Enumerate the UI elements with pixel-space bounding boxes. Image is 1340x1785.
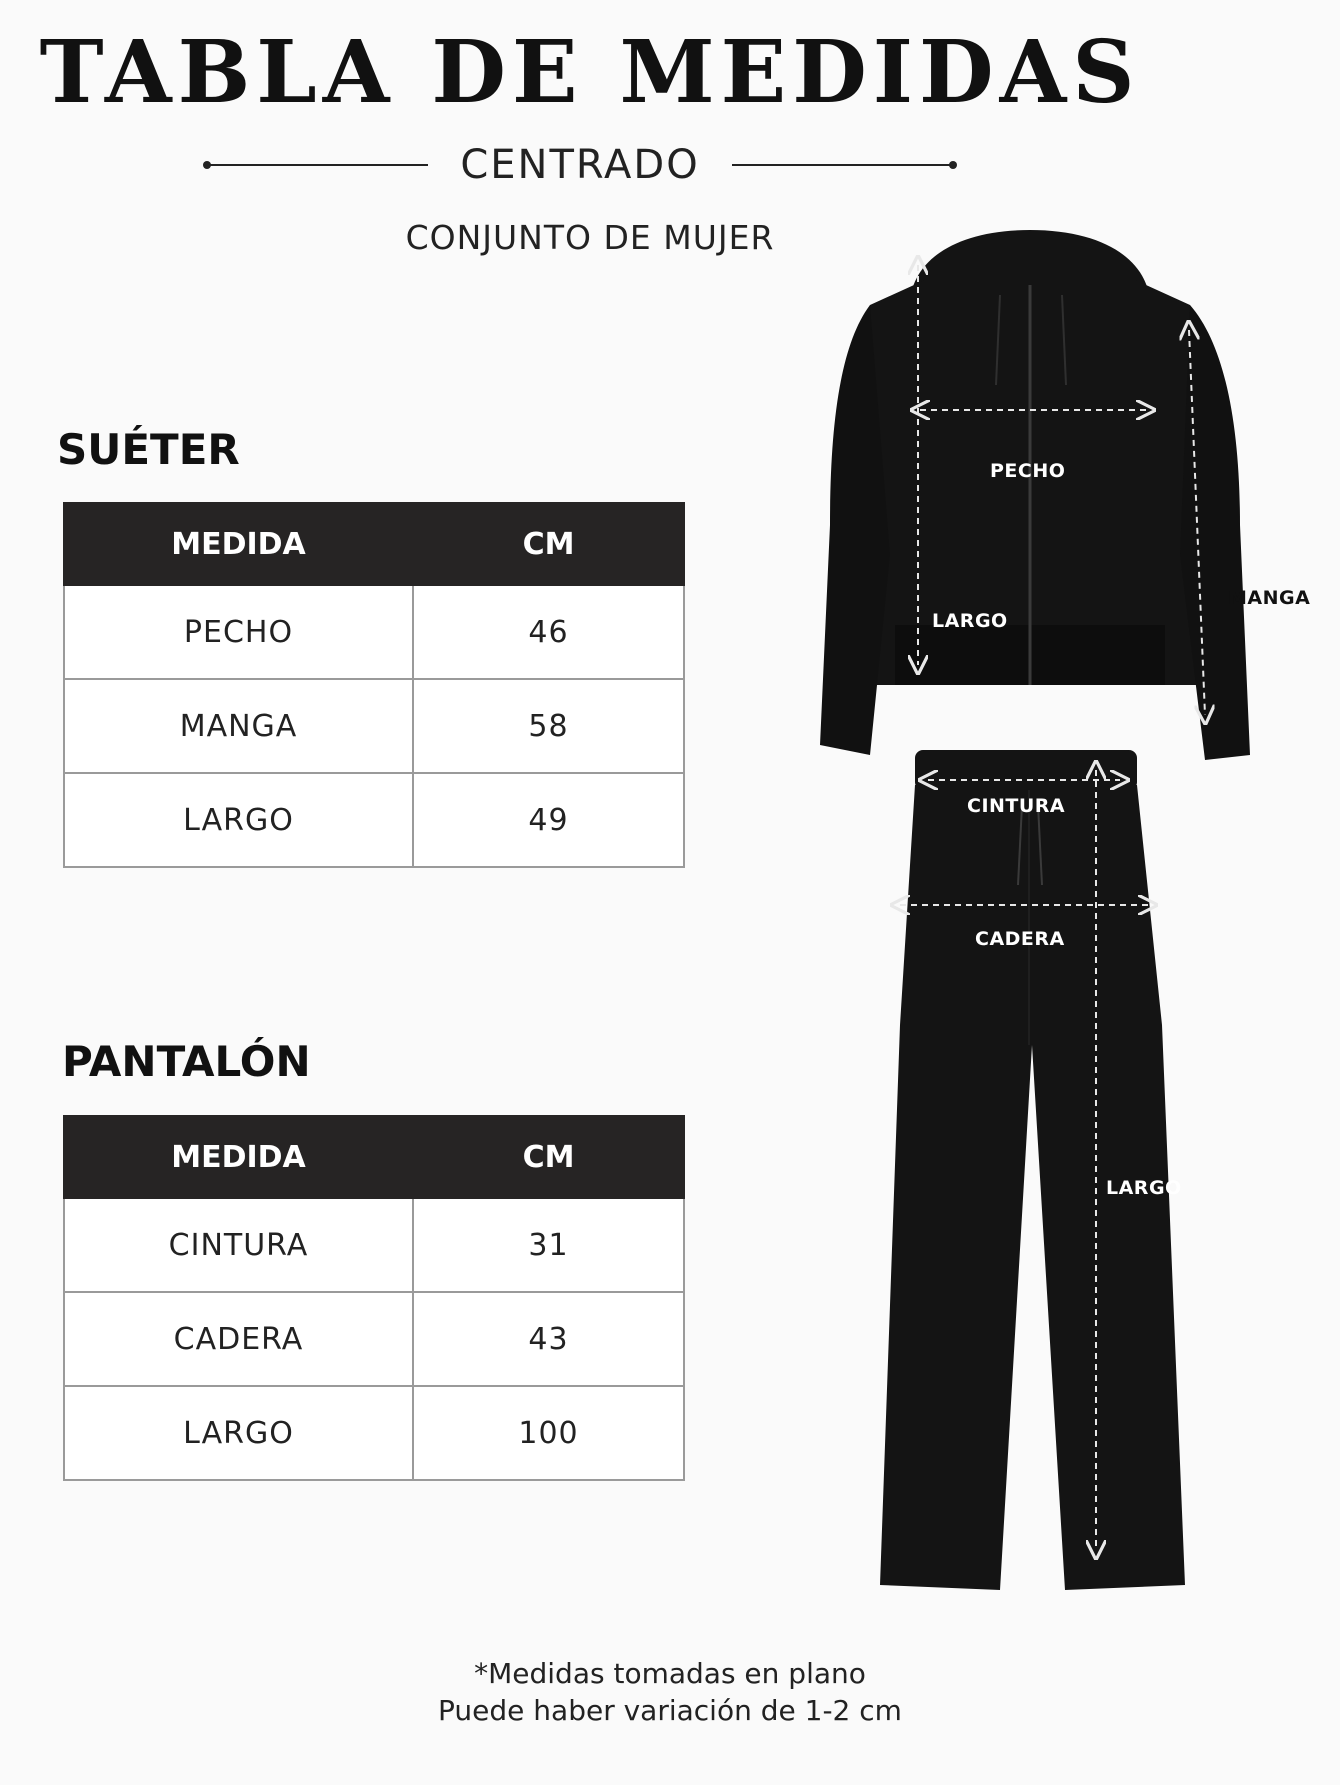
column-header-measure: MEDIDA — [64, 1116, 413, 1198]
sweater-heading: SUÉTER — [57, 425, 240, 474]
hoodie-illustration — [820, 230, 1250, 760]
table-header-row — [64, 503, 684, 585]
product-caption: CONJUNTO DE MUJER — [405, 218, 775, 257]
footnote-line-1: *Medidas tomadas en plano — [474, 1657, 866, 1690]
hip-label: CADERA — [975, 928, 1065, 950]
pants-length-label: LARGO — [1106, 1177, 1182, 1199]
fit-label: CENTRADO — [460, 142, 700, 188]
measure-value: 46 — [413, 585, 684, 679]
measure-label: CADERA — [64, 1292, 413, 1386]
chest-label: PECHO — [990, 460, 1066, 482]
measure-label: MANGA — [64, 679, 413, 773]
measure-value: 43 — [413, 1292, 684, 1386]
waist-label: CINTURA — [967, 795, 1066, 817]
measure-label: PECHO — [64, 585, 413, 679]
divider-right — [732, 164, 955, 166]
divider-left — [205, 164, 428, 166]
sweater-size-table — [63, 502, 685, 868]
fit-line — [205, 142, 955, 188]
garment-diagram — [800, 225, 1260, 1605]
table-row — [64, 679, 684, 773]
measure-value: 31 — [413, 1198, 684, 1292]
measure-label: LARGO — [64, 773, 413, 867]
page-title: TABLA DE MEDIDAS — [39, 22, 1141, 123]
measure-label: LARGO — [64, 1386, 413, 1480]
footnote-line-2: Puede haber variación de 1-2 cm — [438, 1694, 902, 1727]
table-row — [64, 1386, 684, 1480]
column-header-cm: CM — [413, 1116, 684, 1198]
measure-value: 49 — [413, 773, 684, 867]
table-header-row — [64, 1116, 684, 1198]
measure-value: 100 — [413, 1386, 684, 1480]
measure-value: 58 — [413, 679, 684, 773]
sleeve-label: MANGA — [1228, 587, 1311, 609]
table-row — [64, 585, 684, 679]
table-row — [64, 1292, 684, 1386]
pants-illustration — [880, 750, 1185, 1590]
measure-label: CINTURA — [64, 1198, 413, 1292]
table-row — [64, 773, 684, 867]
top-length-label: LARGO — [932, 610, 1008, 632]
pants-size-table — [63, 1115, 685, 1481]
column-header-cm: CM — [413, 503, 684, 585]
table-row — [64, 1198, 684, 1292]
footnote — [0, 1655, 1340, 1729]
pants-heading: PANTALÓN — [62, 1037, 311, 1086]
column-header-measure: MEDIDA — [64, 503, 413, 585]
